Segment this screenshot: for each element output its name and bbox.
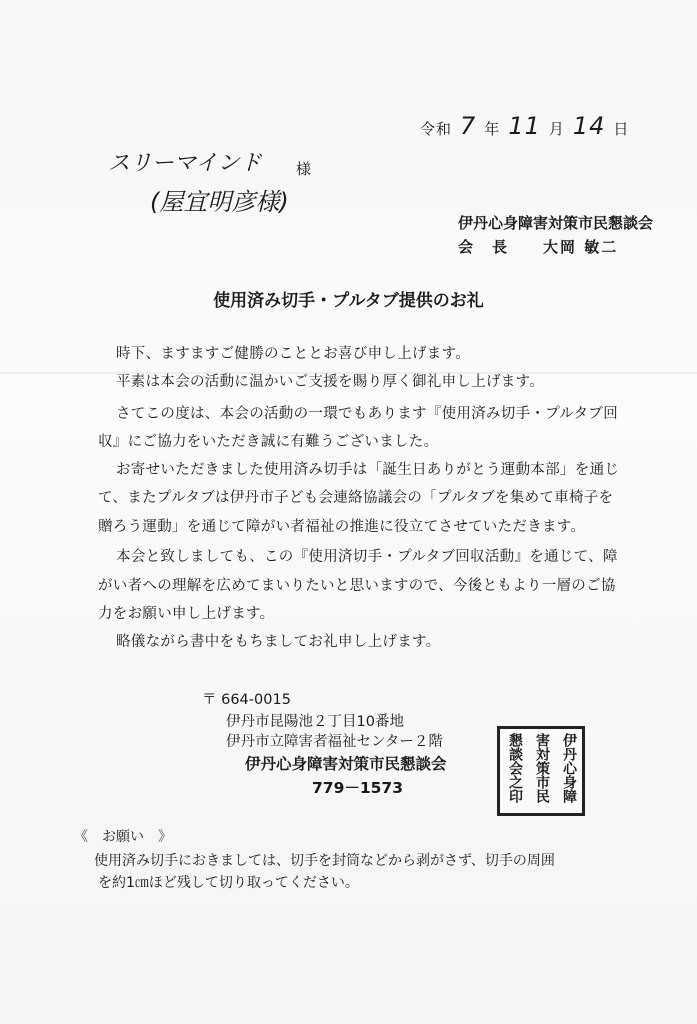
date-day-unit: 日 — [613, 120, 630, 138]
seal-column: 伊丹心身障 — [561, 733, 577, 803]
body-line: 贈ろう運動」を通じて障がい者福祉の推進に役立てさせていただきます。 — [98, 519, 586, 535]
note-line: 使用済み切手におきましては、切手を封筒などから剥がさず、切手の周囲 — [94, 853, 555, 869]
date-year-unit: 年 — [484, 120, 501, 138]
postal-code: 〒 664-0015 — [202, 692, 291, 708]
date-month-unit: 月 — [548, 120, 565, 138]
body-line: お寄せいただきました使用済み切手は「誕生日ありがとう運動本部」を通じ — [116, 462, 620, 478]
body-line: さてこの度は、本会の活動の一環でもあります『使用済み切手・プルタブ回 — [116, 406, 619, 422]
recipient-name: スリーマインド — [108, 151, 262, 176]
seal-column: 懇談会之印 — [507, 733, 523, 803]
body-line: 本会と致しましても、この『使用済切手・プルタブ回収活動』を通じて、障 — [116, 549, 618, 565]
organization-seal — [497, 726, 585, 816]
body-line: 力をお願い申し上げます。 — [98, 606, 275, 622]
body-line: 略儀ながら書中をもちましてお礼申し上げます。 — [116, 634, 441, 650]
sender-org: 伊丹心身障害対策市民懇談会 — [458, 214, 654, 232]
seal-column: 害対策市民 — [534, 733, 550, 803]
date-month: 11 — [508, 112, 541, 140]
date-era: 令和 — [420, 120, 453, 138]
recipient-honorific: 様 — [296, 160, 312, 178]
body-line: 時下、ますますご健勝のこととお喜び申し上げます。 — [116, 346, 471, 362]
date-year: 7 — [460, 112, 477, 140]
address-org: 伊丹心身障害対策市民懇談会 — [245, 755, 447, 773]
date-day: 14 — [572, 112, 606, 140]
address-line: 伊丹市昆陽池２丁目10番地 — [226, 714, 404, 730]
note-heading: 《 お願い 》 — [74, 829, 172, 845]
note-line: を約1㎝ほど残して切り取ってください。 — [98, 875, 359, 891]
body-line: 収』にご協力をいただき誠に有難うございました。 — [98, 434, 439, 450]
body-line: がい者への理解を広めてまいりたいと思いますので、今後ともより一層のご協 — [98, 578, 616, 594]
sender-chair: 会 長 大岡 敏二 — [458, 238, 619, 256]
body-line: 平素は本会の活動に温かいご支援を賜り厚く御礼申し上げます。 — [116, 374, 545, 390]
body-line: て、またプルタブは伊丹市子ども会連絡協議会の「プルタブを集めて車椅子を — [98, 490, 614, 506]
letter-date — [420, 112, 629, 140]
letter-title: 使用済み切手・プルタブ提供のお礼 — [213, 291, 484, 311]
address-line: 伊丹市立障害者福祉センター２階 — [226, 734, 443, 750]
recipient-contact: (屋宜明彦様) — [150, 188, 289, 216]
phone-number: 779－1573 — [312, 779, 403, 797]
